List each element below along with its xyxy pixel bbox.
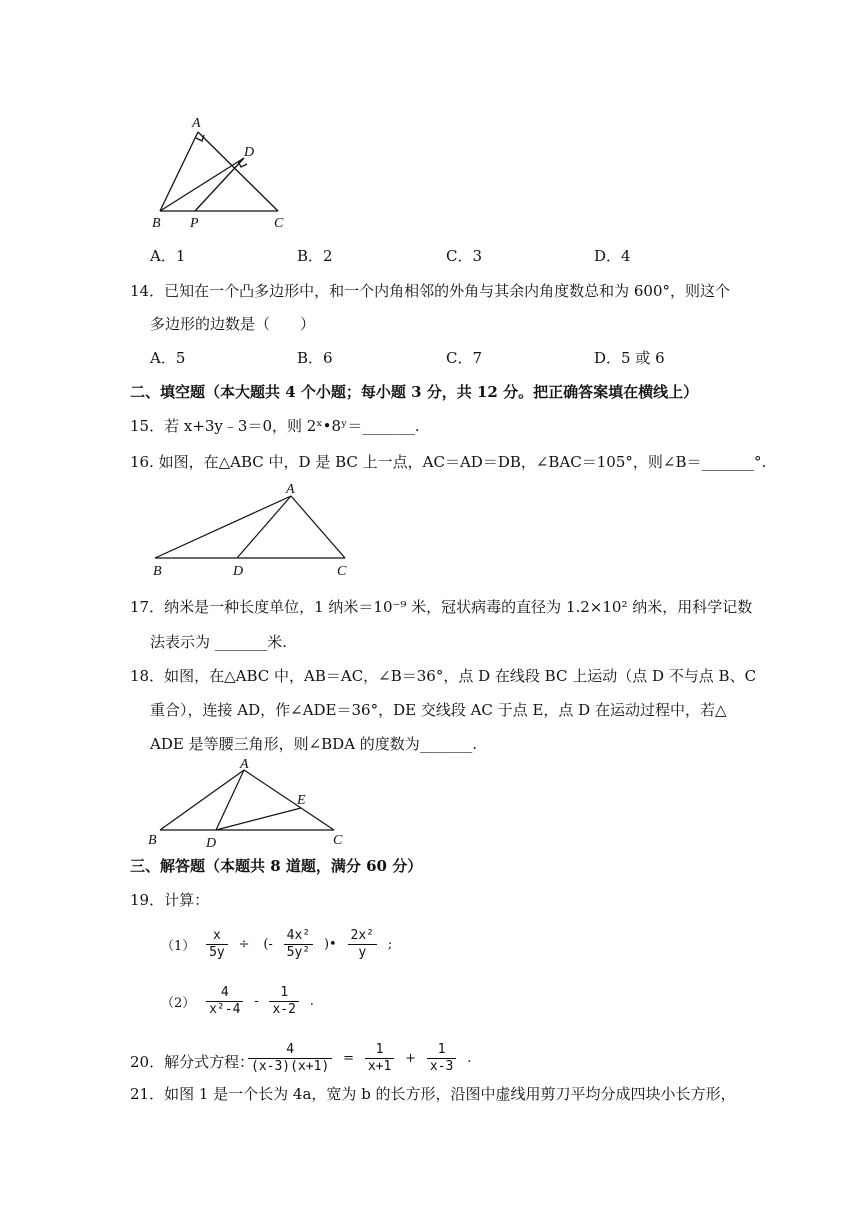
q19-p1-fraction-2 [284, 928, 313, 961]
q19-p1-end: ; [387, 937, 393, 952]
q19-p2-fraction-1 [206, 985, 243, 1018]
q21-text: 21．如图 1 是一个长为 4a，宽为 b 的长方形，沿图中虚线用剪刀平均分成四块小长方形， [130, 1085, 736, 1103]
q17-line-1: 17．纳米是一种长度单位，1 纳米＝10⁻⁹ 米，冠状病毒的直径为 1.2×10² 纳米，用科学记数 [130, 598, 753, 616]
label-C: C [333, 833, 343, 848]
section-3-title: 三、解答题（本题共 8 道题，满分 60 分） [130, 857, 423, 875]
denominator: y [358, 945, 367, 960]
section-2-title: 二、填空题（本大题共 4 个小题；每小题 3 分，共 12 分。把正确答案填在横线上） [130, 383, 699, 401]
denominator: x+1 [367, 1059, 392, 1074]
denominator: 5y [209, 945, 225, 960]
numerator: 1 [427, 1042, 456, 1059]
q14-option-d: D．5 或 6 [594, 349, 665, 367]
label-C: C [337, 564, 347, 579]
figure-q18 [140, 756, 360, 851]
q20-equation [248, 1042, 474, 1075]
denominator: 5y² [286, 945, 311, 960]
q20-fraction-3 [427, 1042, 456, 1075]
label-B: B [148, 833, 157, 848]
figure-q16 [145, 478, 365, 580]
denominator: x-3 [429, 1059, 454, 1074]
q19-label: 19．计算： [130, 891, 210, 909]
label-D: D [206, 836, 217, 851]
q14-line-2: 多边形的边数是（ ） [150, 315, 316, 333]
q19-p1-paren-open: (- [263, 937, 273, 952]
q19-p2-index: （2） [161, 996, 196, 1011]
label-C: C [274, 216, 284, 231]
q20-label: 20．解分式方程： [130, 1053, 255, 1071]
figure-q18-svg [140, 756, 360, 851]
numerator: 4 [248, 1042, 332, 1059]
q19-p2-minus: - [254, 994, 259, 1009]
q14-option-a: A．5 [150, 349, 186, 367]
label-P: P [190, 216, 199, 231]
q13-option-c: C．3 [446, 247, 483, 265]
label-D: D [233, 564, 244, 579]
label-A: A [192, 116, 201, 131]
q13-option-a: A．1 [150, 247, 186, 265]
q19-part-2 [158, 985, 317, 1018]
figure-q13 [140, 112, 300, 234]
denominator: x²-4 [209, 1002, 241, 1017]
q14-option-c: C．7 [446, 349, 483, 367]
figure-q16-svg [145, 478, 365, 580]
denominator: x-2 [272, 1002, 296, 1017]
q19-p1-fraction-1 [206, 928, 228, 961]
q19-part-1 [158, 928, 395, 961]
q14-line-1: 14．已知在一个凸多边形中，和一个内角相邻的外角与其余内角度数总和为 600°，则这个 [130, 282, 730, 300]
q19-p2-fraction-2 [269, 985, 298, 1018]
q18-line-1: 18．如图，在△ABC 中，AB＝AC，∠B＝36°，点 D 在线段 BC 上运动（点 D 不与点 B、C [130, 667, 757, 685]
label-A: A [240, 757, 249, 772]
numerator: 1 [365, 1042, 394, 1059]
q18-line-2: 重合），连接 AD，作∠ADE＝36°，DE 交线段 AC 于点 E，点 D 在运动过程中，若△ [150, 701, 727, 719]
q14-option-b: B．6 [297, 349, 333, 367]
label-A: A [286, 482, 295, 497]
q13-option-b: B．2 [297, 247, 333, 265]
q19-p1-divide: ÷ [238, 937, 250, 952]
label-B: B [152, 216, 161, 231]
q19-p1-index: （1） [161, 939, 196, 954]
q16-text: 16. 如图，在△ABC 中，D 是 BC 上一点，AC＝AD＝DB，∠BAC＝105°，则∠B＝_______°. [130, 453, 767, 471]
q19-p2-end: . [309, 994, 314, 1009]
q20-fraction-2 [365, 1042, 394, 1075]
q20-fraction-1 [248, 1042, 332, 1075]
label-B: B [153, 564, 162, 579]
q19-p1-fraction-3 [348, 928, 377, 961]
q18-line-3: ADE 是等腰三角形，则∠BDA 的度数为_______. [150, 735, 478, 753]
denominator: (x-3)(x+1) [251, 1059, 330, 1074]
q20-plus: + [405, 1051, 417, 1066]
numerator: 4x² [284, 928, 313, 945]
q13-option-d: D．4 [594, 247, 631, 265]
numerator: 4 [206, 985, 243, 1002]
label-D: D [244, 145, 255, 160]
figure-q13-svg [140, 112, 300, 234]
q17-line-2: 法表示为 _______米. [150, 633, 288, 651]
q20-equals: = [343, 1051, 355, 1066]
numerator: 2x² [348, 928, 377, 945]
q20-end: . [467, 1051, 472, 1066]
numerator: 1 [269, 985, 298, 1002]
q19-p1-paren-close: )• [323, 937, 337, 952]
label-E: E [297, 793, 306, 808]
numerator: x [206, 928, 228, 945]
q15-text: 15．若 x+3y﹣3＝0，则 2ˣ•8ʸ＝_______. [130, 417, 420, 435]
